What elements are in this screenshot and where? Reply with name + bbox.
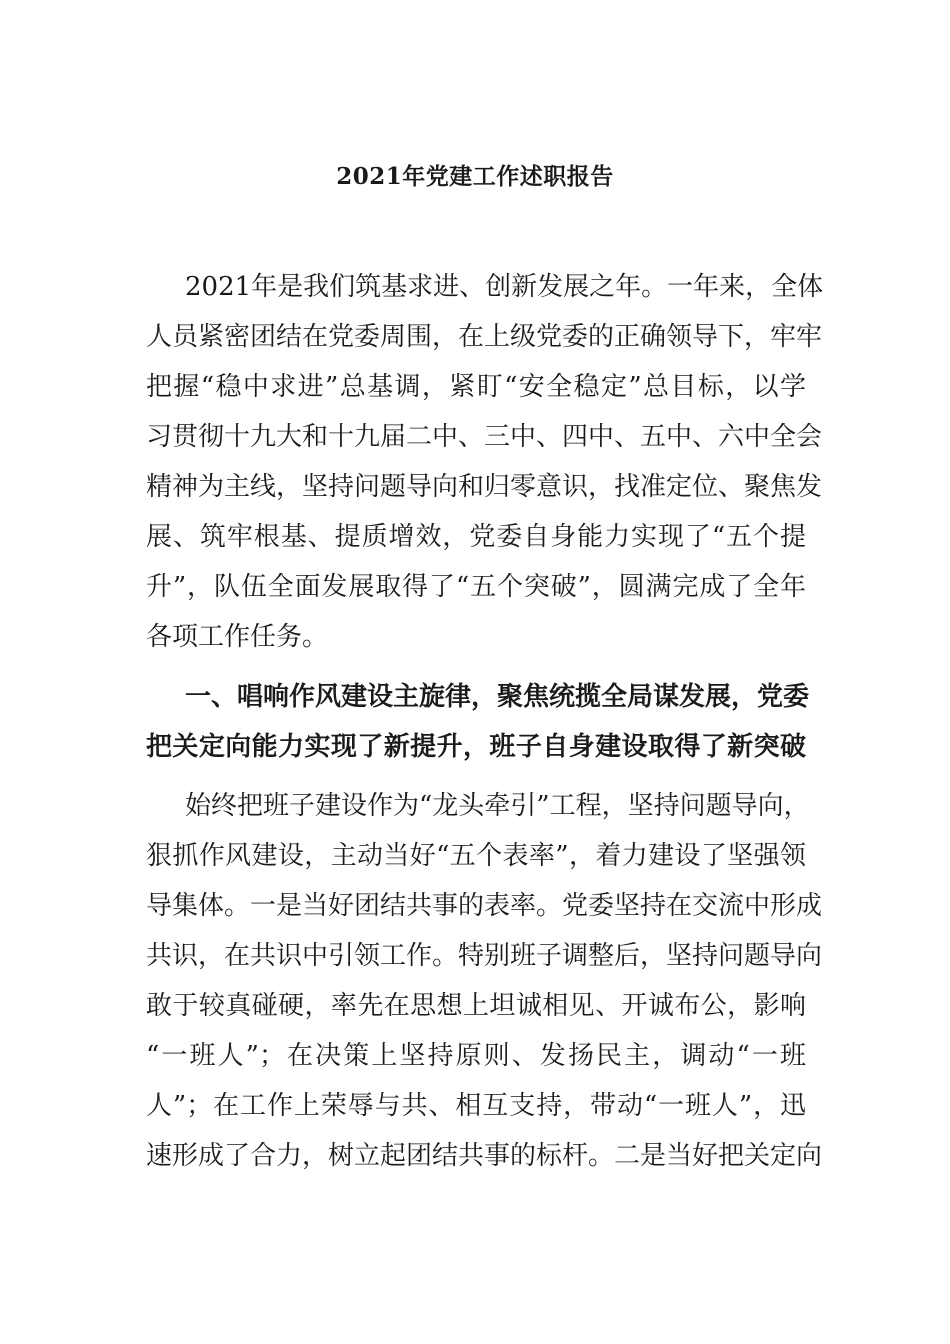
section-heading-line-1: 一、唱响作风建设主旋律，聚焦统揽全局谋发展，党委 <box>185 682 810 712</box>
paragraph-1-line-3: 把握“稳中求进”总基调，紧盯“安全稳定”总目标，以学 <box>146 372 806 402</box>
paragraph-1-line-8: 各项工作任务。 <box>146 622 329 652</box>
paragraph-1-line-5: 精神为主线，坚持问题导向和归零意识，找准定位、聚焦发 <box>146 472 823 502</box>
paragraph-1-line-1: 2021年是我们筑基求进、创新发展之年。一年来，全体 <box>185 272 824 302</box>
paragraph-2-line-2: 狠抓作风建设，主动当好“五个表率”，着力建设了坚强领 <box>146 841 806 871</box>
section-heading-line-2: 把关定向能力实现了新提升，班子自身建设取得了新突破 <box>146 732 806 762</box>
paragraph-1-line-4: 习贯彻十九大和十九届二中、三中、四中、五中、六中全会 <box>146 422 823 452</box>
paragraph-1-line-7: 升”，队伍全面发展取得了“五个突破”，圆满完成了全年 <box>146 572 806 602</box>
paragraph-2-line-4: 共识，在共识中引领工作。特别班子调整后，坚持问题导向 <box>146 941 823 971</box>
paragraph-2-line-7: 人”；在工作上荣辱与共、相互支持，带动“一班人”，迅 <box>146 1091 806 1121</box>
paragraph-1-line-6: 展、筑牢根基、提质增效，党委自身能力实现了“五个提 <box>146 522 806 552</box>
paragraph-2-line-1: 始终把班子建设作为“龙头牵引”工程，坚持问题导向， <box>185 791 810 821</box>
document-title: 2021年党建工作述职报告 <box>336 163 614 190</box>
paragraph-2-line-8: 速形成了合力，树立起团结共事的标杆。二是当好把关定向 <box>146 1141 823 1171</box>
paragraph-1-line-2: 人员紧密团结在党委周围，在上级党委的正确领导下，牢牢 <box>146 322 823 352</box>
paragraph-2-line-3: 导集体。一是当好团结共事的表率。党委坚持在交流中形成 <box>146 891 823 921</box>
paragraph-2-line-6: “一班人”；在决策上坚持原则、发扬民主，调动“一班 <box>146 1041 806 1071</box>
paragraph-2-line-5: 敢于较真碰硬，率先在思想上坦诚相见、开诚布公，影响 <box>146 991 806 1021</box>
